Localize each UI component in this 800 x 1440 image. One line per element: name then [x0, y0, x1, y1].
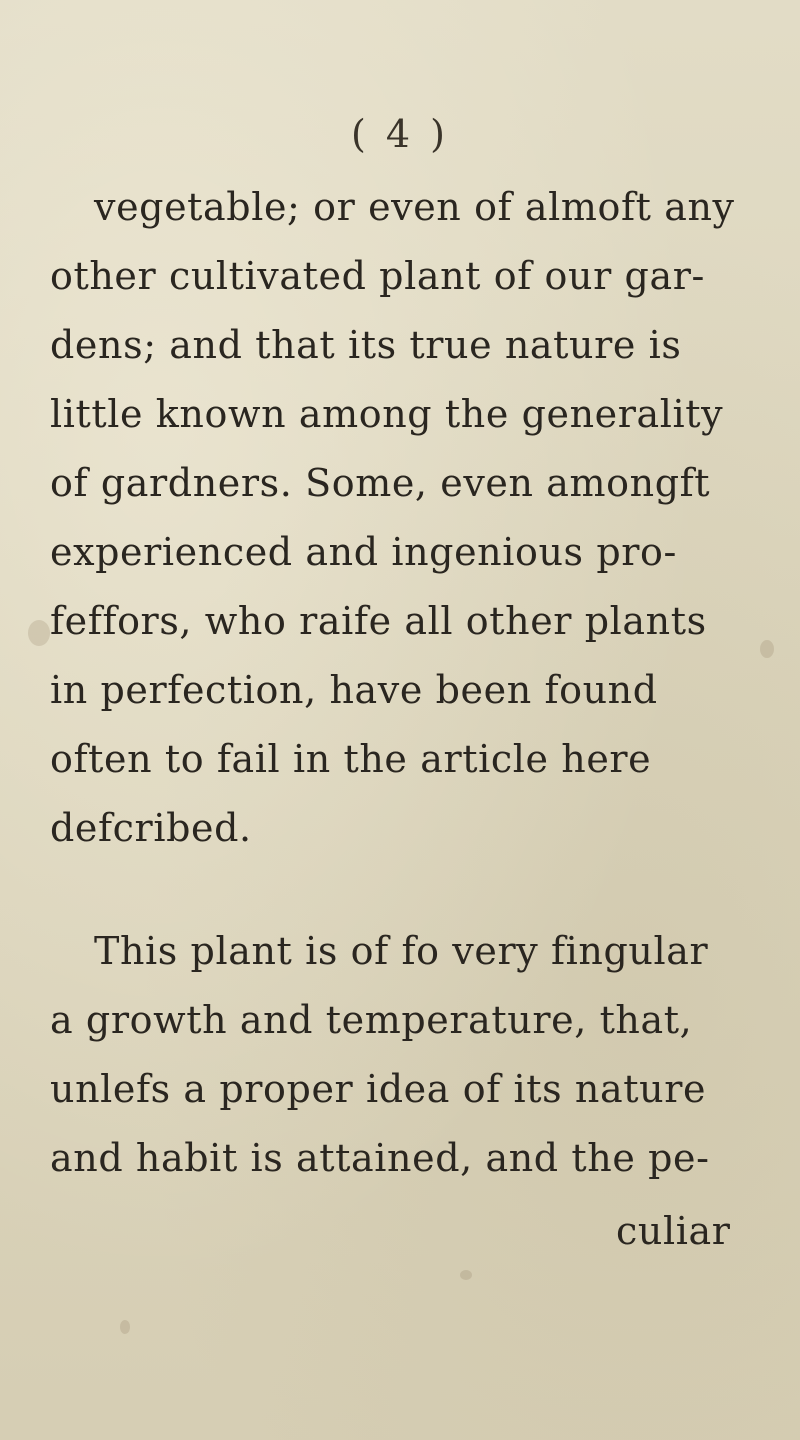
text-line: This plant is of fo very fingular [94, 929, 709, 973]
paper-stain [460, 1270, 472, 1280]
paper-stain [760, 640, 774, 658]
text-line: feffors, who raife all other plants [50, 599, 707, 643]
text-line: other cultivated plant of our gar- [50, 254, 705, 298]
text-line: little known among the generality [50, 392, 724, 436]
text-line: experienced and ingenious pro- [50, 530, 677, 574]
text-line: often to fail in the article here [50, 737, 652, 781]
text-line: a growth and temperature, that, [50, 998, 693, 1042]
text-line: in perfection, have been found [50, 668, 658, 712]
paper-stain [120, 1320, 130, 1334]
text-line: and habit is attained, and the pe- [50, 1136, 710, 1180]
catchword: culiar [616, 1209, 731, 1253]
paper-stain [28, 620, 50, 646]
page-number: ( 4 ) [351, 112, 449, 156]
text-line: vegetable; or even of almoft any [94, 185, 735, 229]
text-line: defcribed. [50, 806, 252, 850]
text-line: of gardners. Some, even amongft [50, 461, 711, 505]
text-line: dens; and that its true nature is [50, 323, 682, 367]
text-line: unlefs a proper idea of its nature [50, 1067, 707, 1111]
